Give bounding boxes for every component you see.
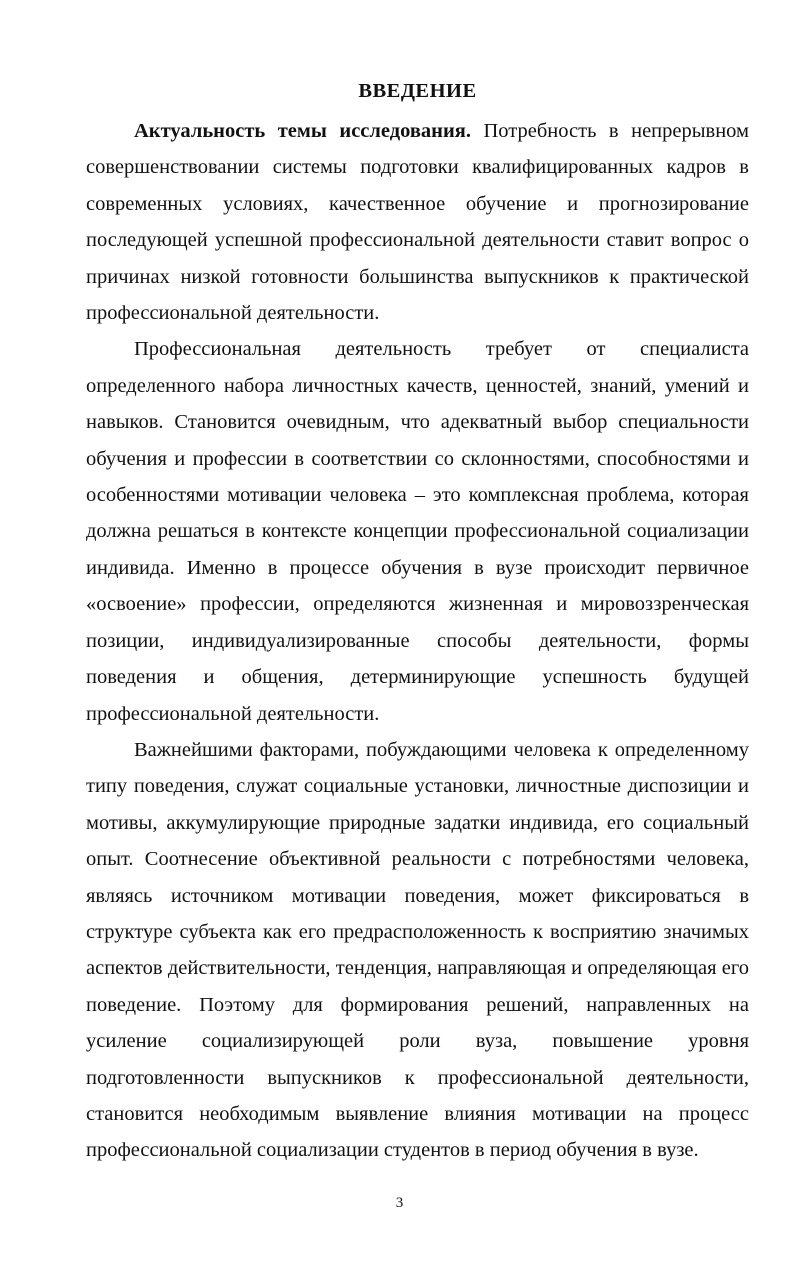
section-heading: ВВЕДЕНИЕ [358, 80, 477, 102]
paragraph-relevance [86, 113, 749, 331]
paragraph-text: Потребность в непрерывном совершенствовании системы подготовки квалифицированных кадров в современных условиях, качественное обучение и прогнозирование последующей успешной профессиональной деятельности ставит вопрос о причинах низкой готовности большинства выпускников к практической профессиональной деятельности. [86, 120, 749, 325]
paragraph-professional-activity: Профессиональная деятельность требует от специалиста определенного набора личностных качеств, ценностей, знаний, умений и навыков. Становится очевидным, что адекватный выбор специальности обучения и профессии в соответствии со склонностями, способностями и особенностями мотивации человека – это комплексная проблема, которая должна решаться в контексте концепции профессиональной социализации индивида. Именно в процессе обучения в вузе происходит первичное «освоение» профессии, определяются жизненная и мировоззренческая позиции, индивидуализированные способы деятельности, формы поведения и общения, детерминирующие успешность будущей профессиональной деятельности. [86, 338, 749, 725]
document-body [86, 113, 749, 1169]
paragraph-motivation-factors: Важнейшими факторами, побуждающими человека к определенному типу поведения, служат социальные установки, личностные диспозиции и мотивы, аккумулирующие природные задатки индивида, его социальный опыт. Соотнесение объективной реальности с потребностями человека, являясь источником мотивации поведения, может фиксироваться в структуре субъекта как его предрасположенность к восприятию значимых аспектов действительности, тенденция, направляющая и определяющая его поведение. Поэтому для формирования решений, направленных на усиление социализирующей роли вуза, повышение уровня подготовленности выпускников к профессиональной деятельности, становится необходимым выявление влияния мотивации на процесс профессиональной социализации студентов в период обучения в вузе. [86, 738, 749, 1162]
page-number: 3 [395, 1195, 404, 1211]
paragraph-lead: Актуальность темы исследования. [134, 120, 471, 142]
